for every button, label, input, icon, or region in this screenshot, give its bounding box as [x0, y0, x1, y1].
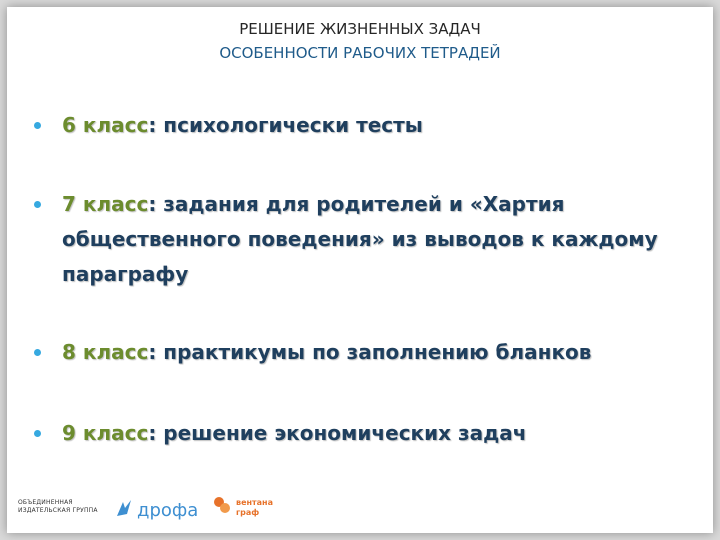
item-text: : психологически тесты — [148, 113, 423, 137]
list-item — [34, 108, 684, 143]
title-line-1: РЕШЕНИЕ ЖИЗНЕННЫХ ЗАДАЧ — [239, 20, 481, 38]
bullet-icon — [34, 430, 41, 437]
bullet-icon — [34, 349, 41, 356]
grade-label: 8 класс — [62, 340, 149, 364]
grade-label: 7 класс — [62, 192, 149, 216]
grade-label: 9 класс — [62, 421, 149, 445]
publisher-logo-1: ОБЪЕДИНЕННАЯ ИЗДАТЕЛЬСКАЯ ГРУППА — [18, 499, 98, 514]
list-item — [34, 187, 684, 292]
footer-logos: ОБЪЕДИНЕННАЯ ИЗДАТЕЛЬСКАЯ ГРУППА дрофа вентана граф — [0, 490, 720, 530]
ventana-graf-icon — [212, 494, 232, 516]
ventana-graf-logo: вентана граф — [212, 494, 232, 520]
item-text: : решение экономических задач — [148, 421, 527, 445]
bullet-icon — [34, 201, 41, 208]
grade-label: 6 класс — [62, 113, 149, 137]
item-text: : задания для родителей и «Хартия общественного поведения» из выводов к каждому параграфу — [62, 192, 658, 286]
bullet-icon — [34, 122, 41, 129]
list-item — [34, 416, 684, 451]
list-item — [34, 335, 684, 370]
drofa-bird-icon — [115, 498, 135, 520]
title-line-2: ОСОБЕННОСТИ РАБОЧИХ ТЕТРАДЕЙ — [219, 44, 501, 62]
item-text: : практикумы по заполнению бланков — [148, 340, 592, 364]
